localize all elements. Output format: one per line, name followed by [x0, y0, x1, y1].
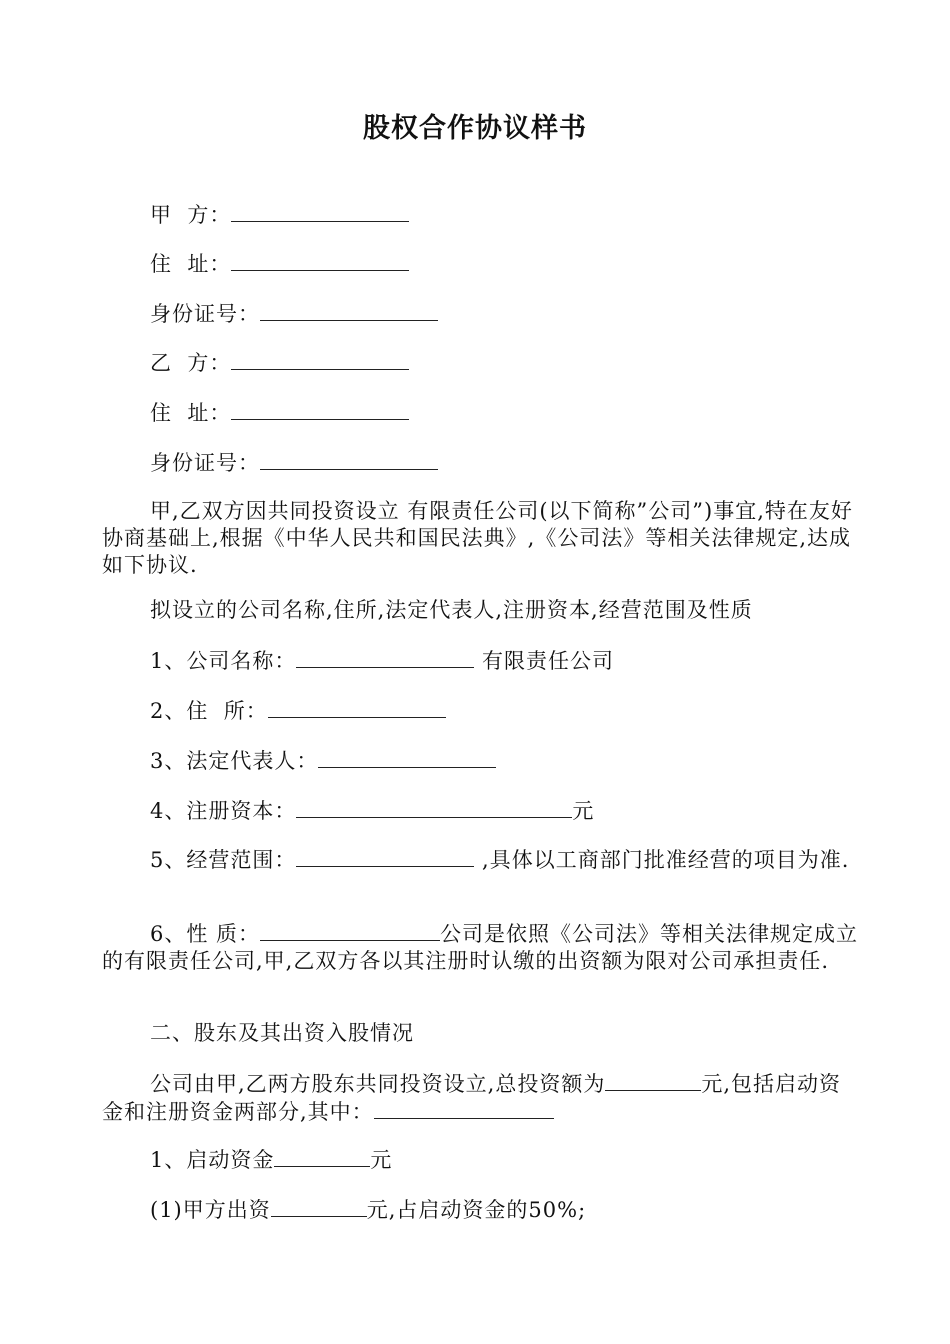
- investment-text-mid: 元,包括启动资金和注册资金两部分,其中：: [102, 1072, 842, 1124]
- party-b-id-blank[interactable]: [260, 449, 438, 470]
- party-a-blank[interactable]: [231, 201, 409, 222]
- company-name-suffix: 有限责任公司: [474, 649, 615, 673]
- party-b-address-blank[interactable]: [231, 399, 409, 420]
- party-a-contribution-blank[interactable]: [271, 1196, 367, 1217]
- legal-rep-line: [150, 747, 496, 775]
- party-b-line: [150, 349, 409, 377]
- party-a-label: 甲 方：: [150, 203, 232, 227]
- party-b-id-label: 身份证号：: [150, 451, 260, 475]
- startup-capital-label: 1、启动资金: [150, 1148, 275, 1172]
- document-title: 股权合作协议样书: [363, 113, 587, 144]
- company-nature-paragraph: [102, 920, 862, 975]
- section2-heading: 二、股东及其出资入股情况: [150, 1021, 414, 1045]
- party-b-id-line: [150, 449, 438, 477]
- company-name-blank[interactable]: [296, 647, 474, 668]
- party-a-address-blank[interactable]: [231, 250, 409, 271]
- business-scope-paragraph: [102, 846, 862, 874]
- registered-capital-label: 4、注册资本：: [150, 799, 297, 823]
- startup-capital-line: [150, 1146, 392, 1174]
- registered-capital-suffix: 元: [572, 799, 595, 823]
- party-b-address-label: 住 址：: [150, 401, 232, 425]
- party-b-label: 乙 方：: [150, 351, 232, 375]
- company-address-blank[interactable]: [268, 697, 446, 718]
- party-a-line: [150, 201, 409, 229]
- business-scope-label: 5、经营范围：: [150, 848, 297, 872]
- party-a-contribution-label: (1)甲方出资: [150, 1198, 271, 1222]
- party-a-contribution-suffix: 元,占启动资金的50%;: [366, 1198, 587, 1222]
- business-scope-text: ,具体以工商部门批准经营的项目为准.: [474, 848, 850, 872]
- party-a-id-line: [150, 300, 438, 328]
- company-nature-label: 6、性 质：: [150, 922, 261, 946]
- investment-text-start: 公司由甲,乙两方股东共同投资设立,总投资额为: [150, 1072, 606, 1096]
- party-a-id-blank[interactable]: [260, 300, 438, 321]
- company-name-line: [150, 647, 614, 675]
- legal-rep-label: 3、法定代表人：: [150, 749, 319, 773]
- section1-heading: 拟设立的公司名称,住所,法定代表人,注册资本,经营范围及性质: [150, 598, 753, 622]
- investment-detail-blank[interactable]: [374, 1098, 554, 1119]
- party-a-address-label: 住 址：: [150, 252, 232, 276]
- company-nature-text: 公司是依照《公司法》等相关法律规定成立的有限责任公司,甲,乙双方各以其注册时认缴的出资额为限对公司承担责任.: [102, 922, 859, 973]
- party-b-blank[interactable]: [231, 349, 409, 370]
- company-name-label: 1、公司名称：: [150, 649, 297, 673]
- party-a-id-label: 身份证号：: [150, 302, 260, 326]
- party-a-address-line: [150, 250, 409, 278]
- company-address-label: 2、住 所：: [150, 699, 268, 723]
- business-scope-blank[interactable]: [296, 846, 474, 867]
- startup-capital-suffix: 元: [370, 1148, 393, 1172]
- registered-capital-blank[interactable]: [296, 797, 572, 818]
- company-address-line: [150, 697, 446, 725]
- intro-paragraph: 甲,乙双方因共同投资设立 有限责任公司(以下简称”公司”)事宜,特在友好协商基础上,根据《中华人民共和国民法典》,《公司法》等相关法律规定,达成如下协议.: [102, 499, 853, 577]
- party-a-contribution-line: [150, 1196, 586, 1224]
- startup-capital-blank[interactable]: [274, 1146, 370, 1167]
- total-investment-blank[interactable]: [605, 1070, 701, 1091]
- registered-capital-line: [150, 797, 594, 825]
- company-nature-blank[interactable]: [260, 920, 440, 941]
- investment-paragraph: [102, 1070, 862, 1126]
- party-b-address-line: [150, 399, 409, 427]
- legal-rep-blank[interactable]: [318, 747, 496, 768]
